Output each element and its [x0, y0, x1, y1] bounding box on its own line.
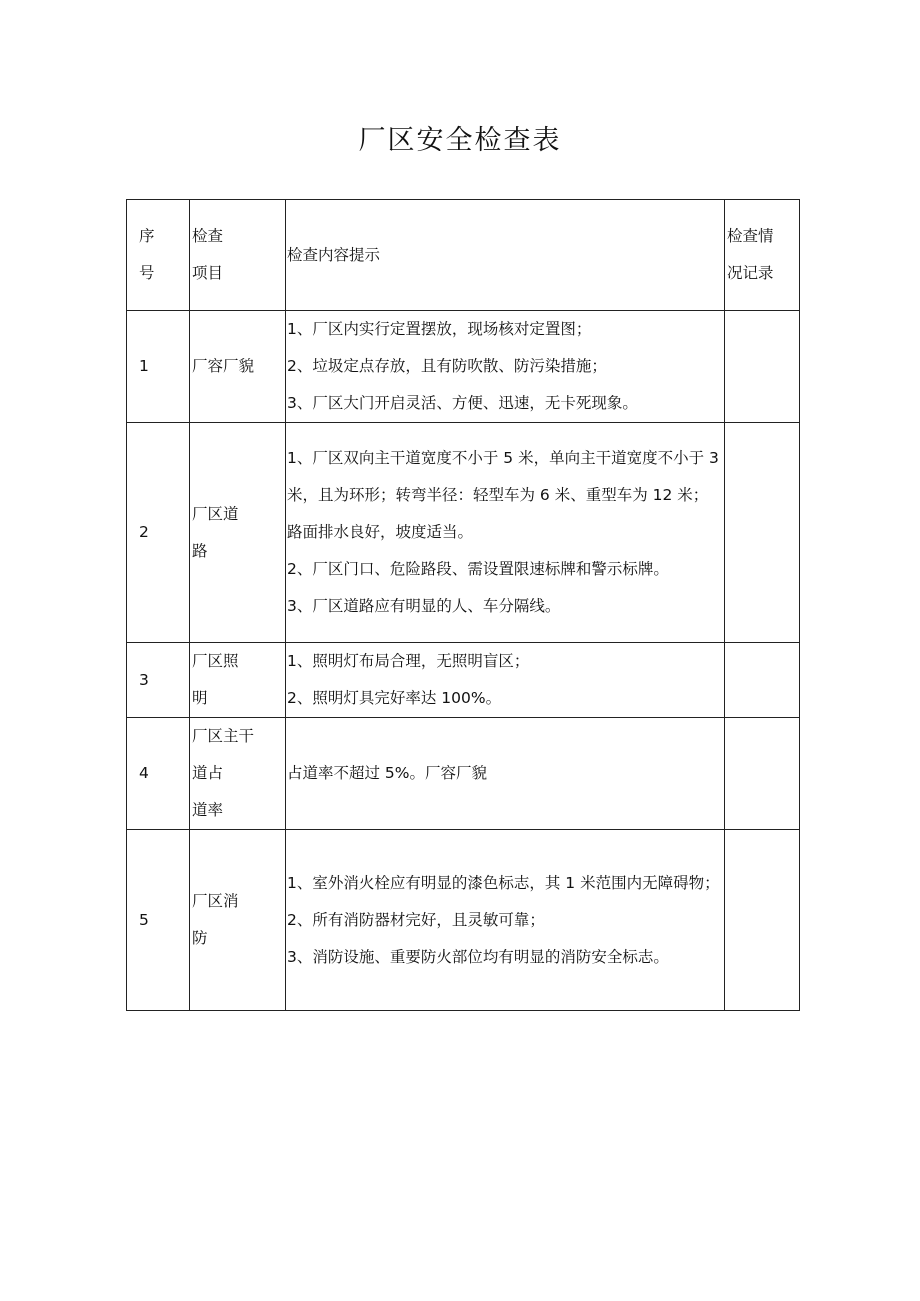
- row-item: 厂区照 明: [190, 643, 286, 718]
- row-content: 占道率不超过 5%。厂容厂貌: [286, 718, 725, 830]
- row-item: 厂区道 路: [190, 423, 286, 643]
- row-item: 厂区消 防: [190, 830, 286, 1011]
- row-no: 2: [127, 423, 190, 643]
- table-row: [127, 830, 800, 1011]
- row-no: 4: [127, 718, 190, 830]
- row-record-cell[interactable]: [725, 311, 800, 423]
- row-record-cell[interactable]: [725, 643, 800, 718]
- header-record: 检查情 况记录: [725, 200, 800, 311]
- table-row: [127, 423, 800, 643]
- table-row: [127, 643, 800, 718]
- row-no: 1: [127, 311, 190, 423]
- table-row: [127, 311, 800, 423]
- page-title: 厂区安全检查表: [358, 125, 562, 156]
- table-header-row: [127, 200, 800, 311]
- row-content: 1、厂区内实行定置摆放，现场核对定置图； 2、垃圾定点存放，且有防吹散、防污染措施； 3、厂区大门开启灵活、方便、迅速，无卡死现象。: [286, 311, 725, 423]
- row-record-cell[interactable]: [725, 423, 800, 643]
- row-content: 1、厂区双向主干道宽度不小于 5 米，单向主干道宽度不小于 3 米，且为环形；转弯半径：轻型车为 6 米、重型车为 12 米；路面排水良好，坡度适当。 2、厂区门口、危险路段、需设置限速标牌和警示标牌。 3、厂区道路应有明显的人、车分隔线。: [286, 423, 725, 643]
- header-item: 检查 项目: [190, 200, 286, 311]
- row-item: 厂容厂貌: [190, 311, 286, 423]
- row-no: 3: [127, 643, 190, 718]
- row-item: 厂区主干 道占 道率: [190, 718, 286, 830]
- table-row: [127, 718, 800, 830]
- header-content: 检查内容提示: [286, 200, 725, 311]
- row-record-cell[interactable]: [725, 830, 800, 1011]
- row-no: 5: [127, 830, 190, 1011]
- inspection-table: [126, 199, 800, 1011]
- row-content: 1、照明灯布局合理，无照明盲区； 2、照明灯具完好率达 100%。: [286, 643, 725, 718]
- row-record-cell[interactable]: [725, 718, 800, 830]
- row-content: 1、室外消火栓应有明显的漆色标志，其 1 米范围内无障碍物； 2、所有消防器材完好，且灵敏可靠； 3、消防设施、重要防火部位均有明显的消防安全标志。: [286, 830, 725, 1011]
- header-no: 序 号: [127, 200, 190, 311]
